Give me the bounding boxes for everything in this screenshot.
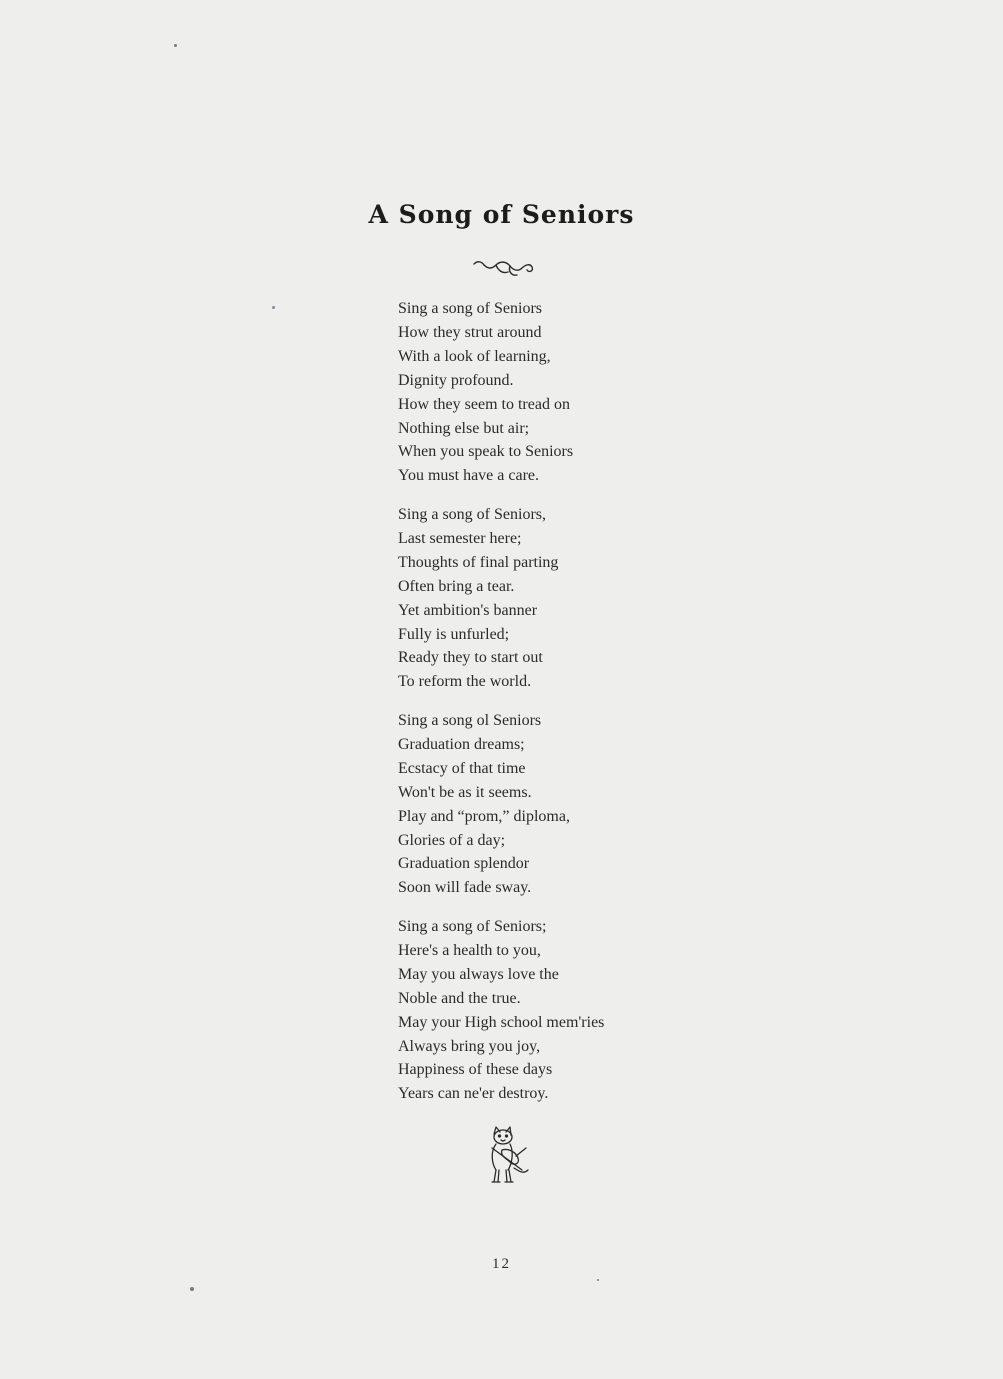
poem-line: Happiness of these days <box>398 1061 553 1079</box>
poem-line: Noble and the true. <box>398 989 521 1007</box>
poem-line: Graduation dreams; <box>398 735 525 753</box>
poem-line: Won't be as it seems. <box>398 783 532 801</box>
stanza-2 <box>398 503 558 694</box>
poem-line: Years can ne'er destroy. <box>398 1085 549 1103</box>
poem-line: Yet ambition's banner <box>398 601 538 619</box>
poem-line: Here's a health to you, <box>398 941 541 959</box>
poem-line: Sing a song of Seniors, <box>398 506 546 523</box>
poem-line: Graduation splendor <box>398 855 530 873</box>
poem-line: Sing a song of Seniors; <box>398 918 547 935</box>
poem-line: May your High school mem'ries <box>398 1013 605 1031</box>
poem-line: Ready they to start out <box>398 649 543 667</box>
poem-line: Ecstacy of that time <box>398 759 526 777</box>
paper-speck <box>190 1287 194 1291</box>
stanza-4 <box>398 915 604 1106</box>
poem-line: Often bring a tear. <box>398 577 515 595</box>
poem-title: A Song of Seniors <box>368 200 635 229</box>
stanza-1 <box>398 297 573 488</box>
poem-line: With a look of learning, <box>398 347 551 365</box>
poem-line: When you speak to Seniors <box>398 443 574 461</box>
poem-line: Thoughts of final parting <box>398 553 559 571</box>
poem-line: To reform the world. <box>398 673 532 691</box>
paper-speck <box>174 44 177 47</box>
flourish-ornament-icon <box>470 256 538 282</box>
poem-line: Sing a song of Seniors <box>398 300 542 317</box>
poem-line: Always bring you joy, <box>398 1037 541 1055</box>
stanza-3 <box>398 709 570 900</box>
poem-line: Glories of a day; <box>398 831 506 849</box>
page-number: 12 <box>492 1256 511 1272</box>
cat-fiddler-icon <box>478 1124 532 1188</box>
poem-line: How they seem to tread on <box>398 395 570 413</box>
poem-line: Play and “prom,” diploma, <box>398 807 570 825</box>
poem-line: May you always love the <box>398 965 559 983</box>
poem-line: Sing a song ol Seniors <box>398 712 542 729</box>
poem-line: You must have a care. <box>398 467 540 485</box>
poem-line: Fully is unfurled; <box>398 625 510 643</box>
poem-line: Dignity profound. <box>398 371 514 389</box>
poem-line: Nothing else but air; <box>398 419 530 437</box>
paper-speck <box>272 306 275 309</box>
poem-line: Last semester here; <box>398 529 522 547</box>
poem-line: How they strut around <box>398 323 542 341</box>
paper-speck <box>597 1279 599 1281</box>
poem-line: Soon will fade sway. <box>398 879 532 897</box>
